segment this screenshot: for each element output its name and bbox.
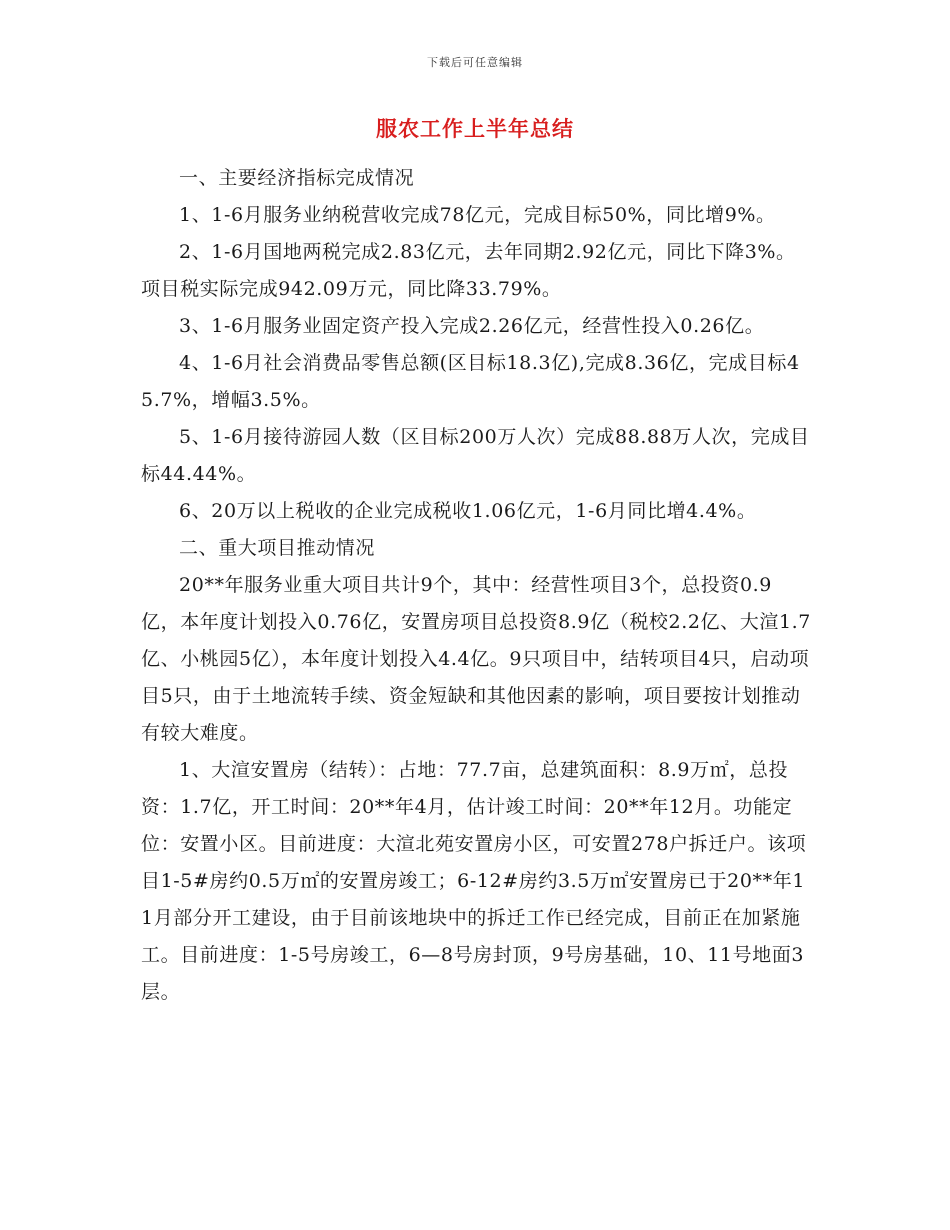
section-heading: 二、重大项目推动情况 xyxy=(179,537,376,559)
paragraph: 3、1-6月服务业固定资产投入完成2.26亿元，经营性投入0.26亿。 xyxy=(179,315,765,337)
paragraph: 5、1-6月接待游园人数（区目标200万人次）完成88.88万人次，完成目标44.44%。 xyxy=(141,426,810,485)
paragraph: 20**年服务业重大项目共计9个，其中：经营性项目3个，总投资0.9亿，本年度计划投入0.76亿，安置房项目总投资8.9亿（税校2.2亿、大渲1.7亿、小桃园5亿），本年度计划投入4.4亿。9只项目中，结转项目4只，启动项目5只，由于土地流转手续、资金短缺和其他因素的影响，项目要按计划推动有较大难度。 xyxy=(141,574,811,744)
document-body xyxy=(141,160,811,1011)
section-heading: 一、主要经济指标完成情况 xyxy=(179,167,415,189)
header-note: 下载后可任意编辑 xyxy=(427,56,523,69)
document-title: 服农工作上半年总结 xyxy=(376,116,574,141)
paragraph: 2、1-6月国地两税完成2.83亿元，去年同期2.92亿元，同比下降3%。项目税实际完成942.09万元，同比降33.79%。 xyxy=(141,241,796,300)
paragraph: 1、1-6月服务业纳税营收完成78亿元，完成目标50%，同比增9%。 xyxy=(179,204,776,226)
paragraph: 1、大渲安置房（结转）：占地：77.7亩，总建筑面积：8.9万㎡，总投资：1.7亿，开工时间：20**年4月，估计竣工时间：20**年12月。功能定位：安置小区。目前进度：大渲北苑安置房小区，可安置278户拆迁户。该项目1-5#房约0.5万㎡的安置房竣工；6-12#房约3.5万㎡安置房已于20**年11月部分开工建设，由于目前该地块中的拆迁工作已经完成，目前正在加紧施工。目前进度：1-5号房竣工，6—8号房封顶，9号房基础，10、11号地面3层。 xyxy=(141,759,807,1003)
paragraph: 4、1-6月社会消费品零售总额(区目标18.3亿),完成8.36亿，完成目标45.7%，增幅3.5%。 xyxy=(141,352,800,411)
paragraph: 6、20万以上税收的企业完成税收1.06亿元，1-6月同比增4.4%。 xyxy=(179,500,757,522)
